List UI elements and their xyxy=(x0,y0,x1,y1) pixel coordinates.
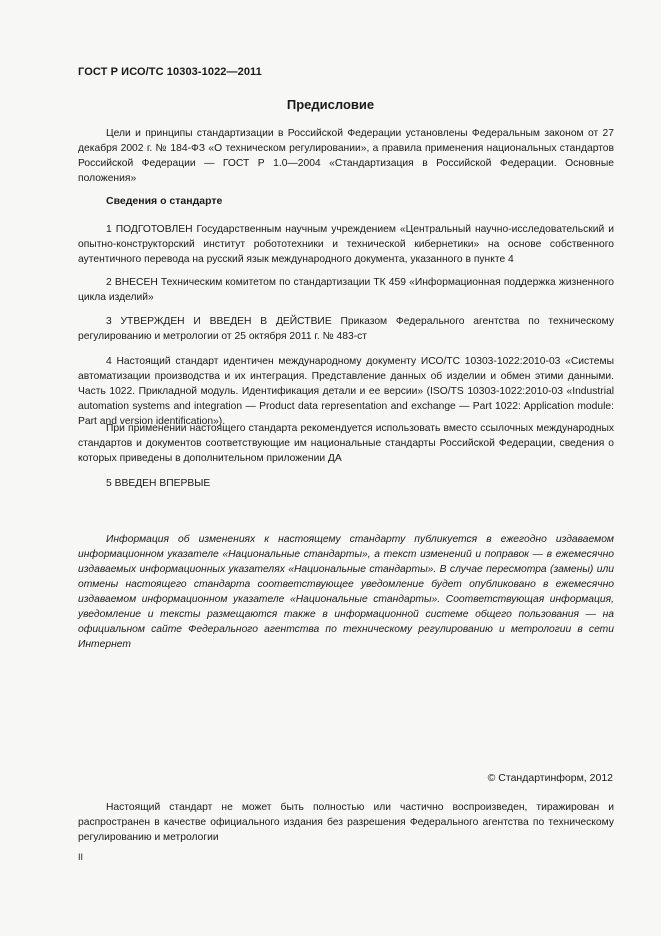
item-5-paragraph: 5 ВВЕДЕН ВПЕРВЫЕ xyxy=(106,478,211,489)
item-3-paragraph: 3 УТВЕРЖДЕН И ВВЕДЕН В ДЕЙСТВИЕ Приказом Федерального агентства по техническому регулированию и метрологии от 25 октября 2011 г. № 483-ст xyxy=(78,316,614,342)
page-title: Предисловие xyxy=(286,97,375,112)
section-subheading: Сведения о стандарте xyxy=(106,195,223,207)
intro-paragraph: Цели и принципы стандартизации в Российской Федерации установлены Федеральным законом от 27 декабря 2002 г. № 184-ФЗ «О техническом регулировании», а правила применения национальных стандартов Российской Федерации — ГОСТ Р 1.0—2004 «Стандартизация в Российской Федерации. Основные положения» xyxy=(78,128,614,184)
item-2-paragraph: 2 ВНЕСЕН Техническим комитетом по стандартизации ТК 459 «Информационная поддержка жизненного цикла изделий» xyxy=(78,277,614,303)
item-1-paragraph: 1 ПОДГОТОВЛЕН Государственным научным учреждением «Центральный научно-исследовательский и опытно-конструкторский институт робототехники и технической кибернетики» на основе собственного аутентичного перевода на русский язык международного документа, указанного в пункте 4 xyxy=(78,224,614,265)
item-4-note-paragraph: При применении настоящего стандарта рекомендуется использовать вместо ссылочных международных стандартов и документов соответствующие им национальные стандарты Российской Федерации, сведения о которых приведены в дополнительном приложении ДА xyxy=(78,423,614,464)
page-number: II xyxy=(78,852,84,862)
item-4-paragraph: 4 Настоящий стандарт идентичен международному документу ИСО/ТС 10303-1022:2010-03 «Системы автоматизации производства и их интеграция. Представление данных об изделии и обмен этими данными. Часть 1022. Прикладной модуль. Идентификация детали и ее версии» (ISO/TS 10303-1022:2010-03 «Industrial automation systems and integration — Product data representation and exchange — Part 1022: Application module: Part and version identification»). xyxy=(78,356,614,427)
standard-code-header: ГОСТ Р ИСО/ТС 10303-1022—2011 xyxy=(78,66,262,78)
change-info-notice: Информация об изменениях к настоящему стандарту публикуется в ежегодно издаваемом информационном указателе «Национальные стандарты», а текст изменений и поправок — в ежемесячно издаваемых информационных указателях «Национальные стандарты». В случае пересмотра (замены) или отмены настоящего стандарта соответствующее уведомление будет опубликовано в ежемесячно издаваемом информационном указателе «Национальные стандарты». Соответствующая информация, уведомление и тексты размещаются также в информационной системе общего пользования — на официальном сайте Федерального агентства по техническому регулированию и метрологии в сети Интернет xyxy=(78,534,614,650)
reproduction-notice: Настоящий стандарт не может быть полностью или частично воспроизведен, тиражирован и распространен в качестве официального издания без разрешения Федерального агентства по техническому регулированию и метрологии xyxy=(78,802,614,843)
copyright-line: © Стандартинформ, 2012 xyxy=(487,772,613,784)
